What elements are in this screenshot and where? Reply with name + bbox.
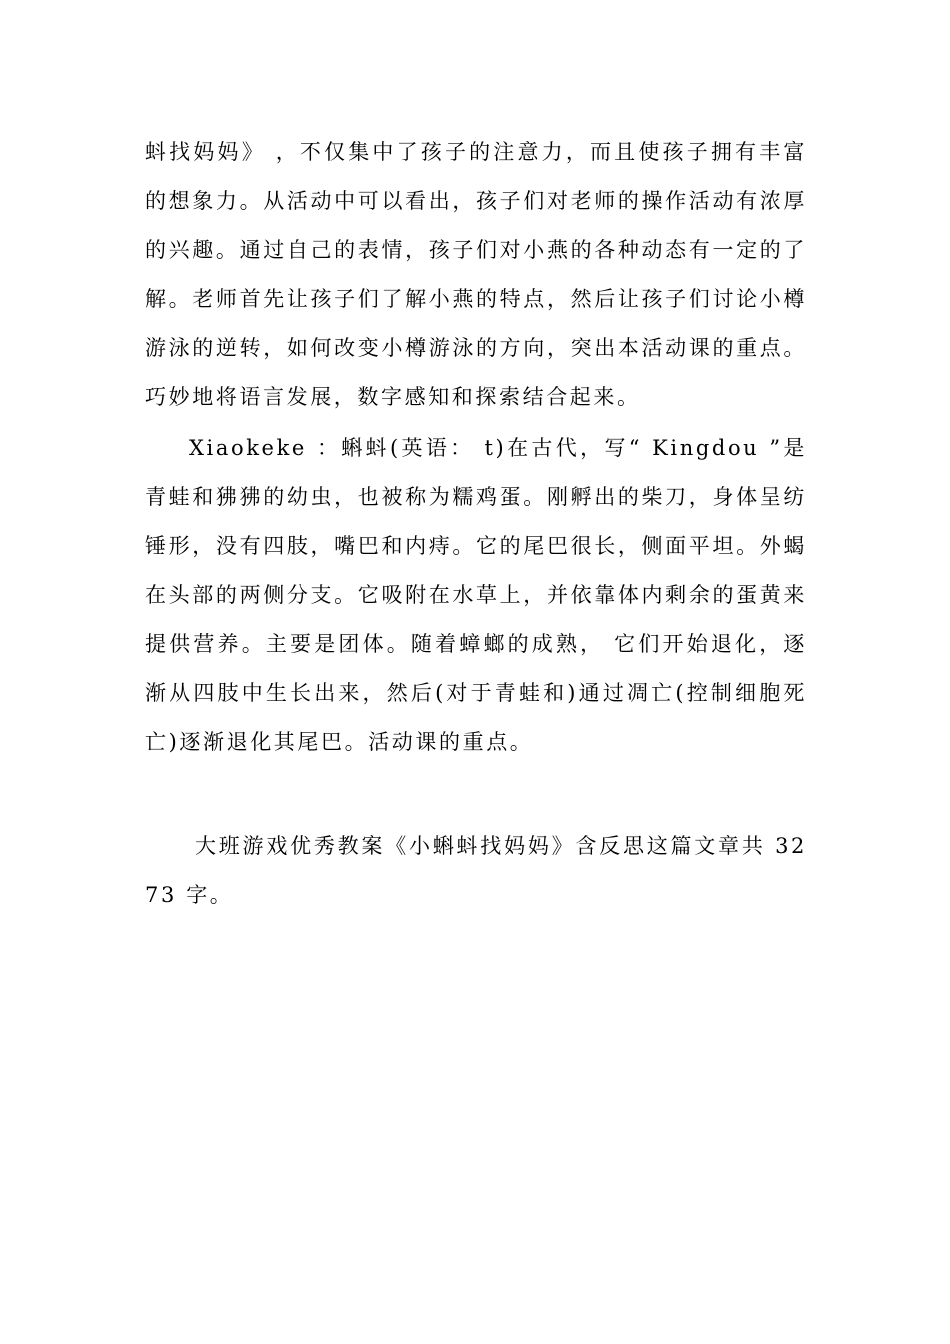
paragraph-text: 蚪找妈妈》 ，不仅集中了孩子的注意力，而且使孩子拥有丰富的想象力。从活动中可以看出，孩子们对老师的操作活动有浓厚的兴趣。通过自己的表情，孩子们对小燕的各种动态有一定的了解。老师首先让孩子们了解小燕的特点，然后让孩子们讨论小樽游泳的逆转，如何改变小樽游泳的方向，突出本活动课的重点。巧妙地将语言发展，数字感知和探索结合起来。 xyxy=(145,140,807,409)
paragraph-article-summary xyxy=(145,822,807,920)
paragraph-text: 大班游戏优秀教案《小蝌蚪找妈妈》含反思这篇文章共 3273 字。 xyxy=(145,834,807,907)
paragraph-lesson-reflection xyxy=(145,128,807,422)
paragraph-tadpole-description xyxy=(145,424,807,767)
paragraph-text: Xiaokeke ：蝌蚪(英语： t)在古代，写“ Kingdou ”是青蛙和狒狒的幼虫，也被称为糯鸡蛋。刚孵出的柴刀，身体呈纺锤形，没有四肢，嘴巴和内痔。它的尾巴很长，侧面平坦。外蝎在头部的两侧分支。它吸附在水草上，并依靠体内剩余的蛋黄来提供营养。主要是团体。随着蟑螂的成熟， 它们开始退化，逐渐从四肢中生长出来，然后(对于青蛙和)通过凋亡(控制细胞死亡)逐渐退化其尾巴。活动课的重点。 xyxy=(145,436,807,754)
